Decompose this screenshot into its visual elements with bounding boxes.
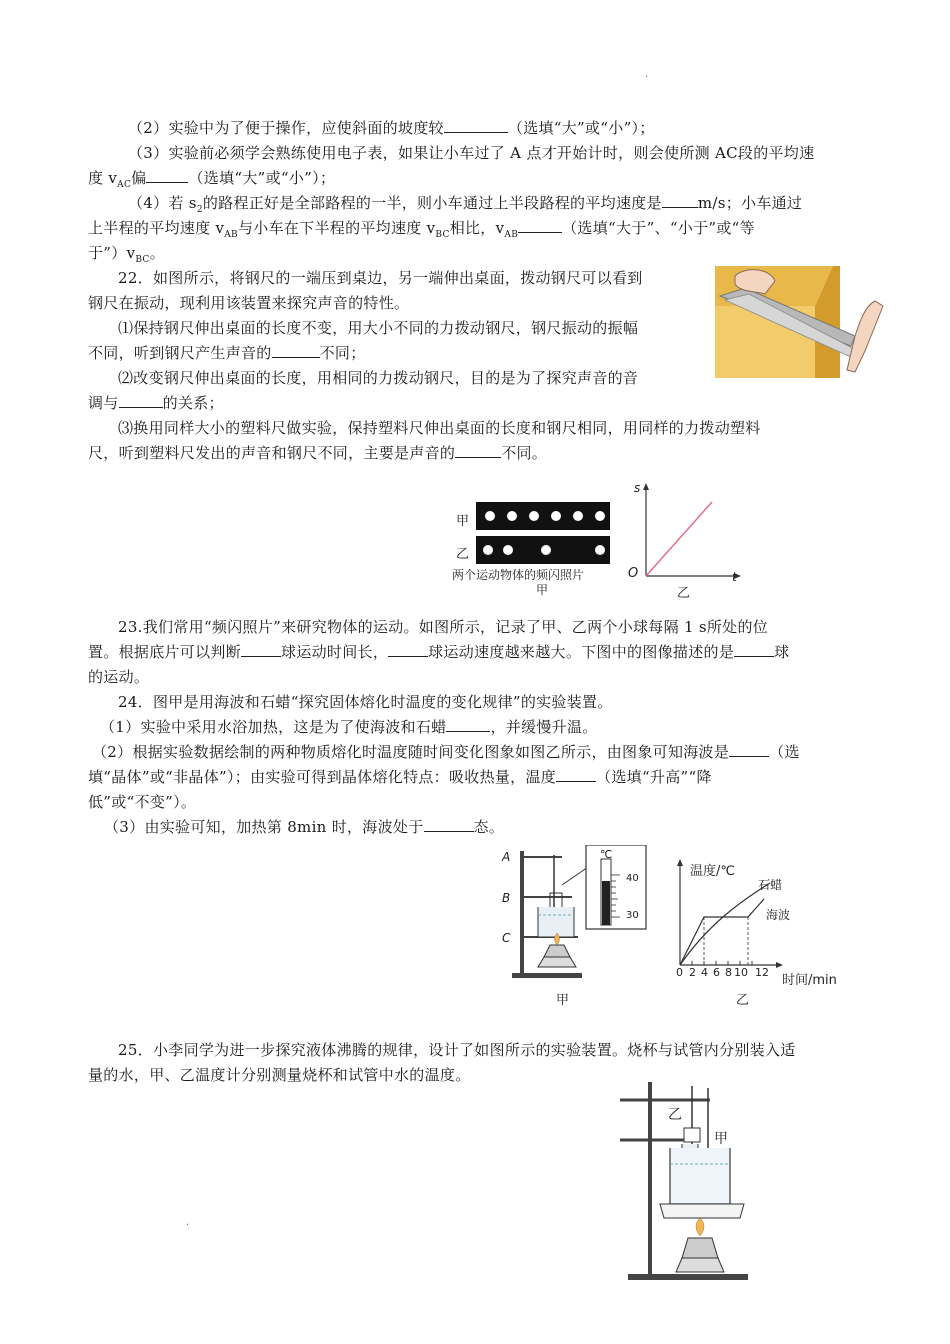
boiling-apparatus-figure: [620, 1078, 760, 1288]
strobe-photo-figure: [476, 502, 610, 564]
answer-blank[interactable]: [734, 642, 774, 657]
q25-line1: 25．小李同学为进一步探究液体沸腾的规律，设计了如图所示的实验装置。烧杯与试管内分别装入适: [118, 1041, 796, 1059]
q24-line6: （3）由实验可知，加热第 8min 时，海波处于 态。: [104, 818, 505, 836]
answer-blank[interactable]: [119, 393, 163, 408]
q23-line1: 23.我们常用“频闪照片”来研究物体的运动。如图所示，记录了甲、乙两个小球每隔 1 s所处的位: [118, 618, 769, 636]
hypo-curve: [680, 899, 764, 965]
temperature-axis-label: 温度/℃: [690, 864, 735, 879]
ball-yi: [483, 545, 493, 555]
strobe-jia-label: 甲: [456, 514, 470, 529]
ball-yi: [595, 545, 605, 555]
q22-line5: ⑵改变钢尺伸出桌面的长度，用相同的力拨动钢尺，目的是为了探究声音的音: [118, 369, 639, 387]
q22-line6: 调与 的关系；: [88, 394, 224, 412]
water-beaker: [538, 907, 574, 937]
q22-line7: ⑶换用同样大小的塑料尺做实验，保持塑料尺伸出桌面的长度和钢尺相同，用同样的力拨动塑料: [118, 419, 761, 437]
time-tick-2: 2: [689, 966, 696, 979]
q21-part4-line1: （4）若 $s_2$的路程正好是全部路程的一半，则小车通过上半段路程的平均速度是 m/s；小车通过: [128, 194, 803, 215]
paraffin-curve: [680, 883, 770, 965]
q22-line3: ⑴保持钢尺伸出桌面的长度不变，用大小不同的力拨动钢尺，钢尺振动的振幅: [118, 319, 639, 337]
ball-jia: [573, 511, 583, 521]
q23-line2: 置。根据底片可以判断 球运动时间长， 球运动速度越来越大。下图中的图像描述的是 球: [88, 643, 790, 661]
water-beaker: [670, 1148, 730, 1204]
answer-blank[interactable]: [388, 642, 428, 657]
answer-blank[interactable]: [556, 767, 596, 782]
thermometer-40: 40: [626, 873, 639, 884]
stand-base: [512, 973, 582, 978]
answer-blank[interactable]: [444, 118, 508, 133]
thermometer-jia-label: 甲: [714, 1131, 728, 1147]
scan-dot: ·: [645, 72, 649, 83]
stand-rod: [520, 851, 524, 977]
time-tick-10: 10: [734, 966, 748, 979]
answer-blank[interactable]: [729, 742, 769, 757]
ball-jia: [485, 511, 495, 521]
thermometer-yi-label: 乙: [668, 1107, 682, 1123]
answer-blank[interactable]: [424, 817, 474, 832]
ball-jia: [507, 511, 517, 521]
flame: [696, 1218, 704, 1236]
q24-line2: （1）实验中采用水浴加热，这是为了使海波和石蜡 ，并缓慢升温。: [100, 718, 598, 736]
q23-line3: 的运动。: [88, 668, 150, 686]
s-axis-label: s: [634, 481, 641, 495]
thermometer-liquid: [602, 881, 610, 925]
answer-blank[interactable]: [662, 193, 698, 208]
strobe-caption-sub: 甲: [536, 583, 549, 597]
q24-line1: 24．图甲是用海波和石蜡“探究固体熔化时温度的变化规律”的实验装置。: [118, 693, 613, 711]
ball-yi: [503, 545, 513, 555]
answer-blank[interactable]: [146, 168, 188, 183]
ball-jia: [529, 511, 539, 521]
melting-apparatus-figure: [500, 845, 680, 985]
stand-base: [628, 1274, 748, 1280]
ring-c-label: C: [502, 931, 511, 945]
time-tick-0: 0: [676, 966, 683, 979]
hypo-label: 海波: [766, 908, 791, 922]
thermometer-30: 30: [626, 910, 639, 921]
time-tick-12: 12: [755, 966, 769, 979]
strobe-yi-label: 乙: [456, 547, 470, 562]
time-axis-label: 时间/min: [782, 973, 837, 988]
origin-label: O: [628, 566, 639, 581]
strobe-caption: 两个运动物体的频闪照片: [452, 568, 585, 582]
scan-dot: ·: [186, 1220, 190, 1231]
q25-line2: 量的水，甲、乙温度计分别测量烧杯和试管中水的温度。: [88, 1066, 471, 1084]
t-axis-label: t: [732, 570, 737, 584]
ball-yi: [541, 545, 551, 555]
q22-line4: 不同，听到钢尺产生声音的 不同；: [88, 344, 366, 362]
q24-line4: 填“晶体”或“非晶体”）；由实验可得到晶体熔化特点：吸收热量，温度 （选填“升高”“降: [88, 768, 712, 786]
answer-blank[interactable]: [446, 717, 490, 732]
q21-part2: （2）实验中为了便于操作，应使斜面的坡度较 （选填“大”或“小”）；: [128, 119, 655, 137]
q22-line1: 22．如图所示，将钢尺的一端压到桌边，另一端伸出桌面，拨动钢尺可以看到: [118, 269, 643, 287]
figure-jia-label: 甲: [556, 993, 570, 1008]
thermometer-unit: ℃: [600, 848, 613, 861]
strobe-strip-jia: [476, 502, 610, 530]
answer-blank[interactable]: [272, 343, 320, 358]
clamp-b-label: B: [502, 891, 511, 905]
ruler-table-figure: [715, 266, 885, 378]
q21-part3-line2: 度 $v_{AC}$偏 （选填“大”或“小”）；: [88, 169, 336, 190]
alcohol-lamp: [544, 945, 570, 957]
ball-jia: [595, 511, 605, 521]
q21-part3-line1: （3）实验前必须学会熟练使用电子表，如果让小车过了 A 点才开始计时，则会使所测 AC段的平均速: [128, 144, 815, 162]
stand-rod: [648, 1082, 652, 1278]
alcohol-lamp: [682, 1238, 718, 1258]
asbestos-net: [660, 1204, 744, 1218]
time-tick-6: 6: [713, 966, 720, 979]
q22-line2: 钢尺在振动，现利用该装置来探究声音的特性。: [88, 294, 410, 312]
time-tick-8: 8: [725, 966, 732, 979]
answer-blank[interactable]: [518, 218, 562, 233]
figure-yi-label: 乙: [736, 993, 750, 1008]
q21-part4-line3: 于$”)v_{BC}$。: [88, 244, 165, 265]
callout-line: [562, 867, 588, 885]
time-tick-4: 4: [701, 966, 708, 979]
q24-line5: 低”或“不变”）。: [88, 793, 197, 811]
answer-blank[interactable]: [241, 642, 281, 657]
q21-part4-line2: 上半程的平均速度 $v_{AB}$与小车在下半程的平均速度 $v_{BC}$相比，$v_{AB}$ （选填“大于”、“小于”或“等: [88, 219, 755, 240]
answer-blank[interactable]: [455, 443, 501, 458]
paraffin-label: 石蜡: [758, 878, 783, 892]
clamp-a-label: A: [502, 850, 511, 864]
q24-line3: （2）根据实验数据绘制的两种物质熔化时温度随时间变化图象如图乙所示，由图象可知海波是 （选: [92, 743, 800, 761]
stopper: [684, 1128, 700, 1142]
graph-yi-label: 乙: [677, 586, 691, 601]
s-t-graph: [622, 480, 742, 584]
s-t-line: [646, 502, 712, 576]
q22-line8: 尺，听到塑料尺发出的声音和钢尺不同，主要是声音的 不同。: [88, 444, 548, 462]
ball-jia: [551, 511, 561, 521]
